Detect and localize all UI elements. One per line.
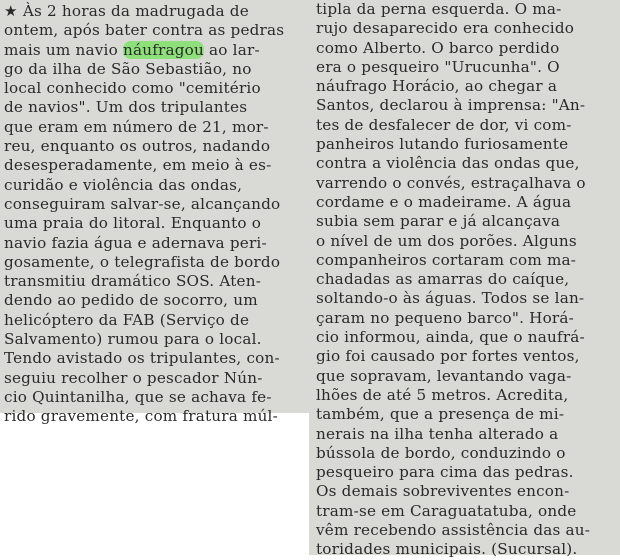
- article-line: local conhecido como "cemitério: [4, 79, 261, 98]
- article-line: o nível de um dos porões. Alguns: [316, 231, 577, 250]
- article-line: também, que a presença de mi-: [316, 405, 565, 424]
- article-line: vêm recebendo assistência das au-: [316, 521, 591, 540]
- article-line: panheiros lutando furiosamente: [316, 135, 569, 154]
- article-line: cio Quintanilha, que se achava fe-: [4, 387, 272, 406]
- article-line: go da ilha de São Sebastião, no: [4, 59, 252, 78]
- article-line: lhões de até 5 metros. Acredita,: [316, 385, 569, 404]
- article-line: gosamente, o telegrafista de bordo: [4, 252, 281, 271]
- article-line: soltando-o às águas. Todos se lan-: [316, 289, 585, 308]
- article-line: como Alberto. O barco perdido: [316, 38, 560, 57]
- article-line: uma praia do litoral. Enquanto o: [4, 214, 262, 233]
- article-line: ontem, após bater contra as pedras: [4, 21, 285, 40]
- article-line: curidão e violência das ondas,: [4, 175, 243, 194]
- article-line: ★ Às 2 horas da madrugada de: [4, 2, 249, 20]
- article-line: gio foi causado por fortes ventos,: [316, 347, 580, 366]
- article-line: varrendo o convés, estraçalhava o: [316, 173, 586, 192]
- article-line: cio informou, ainda, que o naufrá-: [316, 328, 585, 347]
- article-line: tram-se em Caraguatatuba, onde: [316, 501, 577, 520]
- article-line: tipla da perna esquerda. O ma-: [316, 0, 562, 18]
- article-line: de navios". Um dos tripulantes: [4, 98, 248, 117]
- article-line: çaram no pequeno barco". Horá-: [316, 308, 574, 327]
- article-line: que sopravam, levantando vaga-: [316, 366, 572, 385]
- article-line: companheiros cortaram com ma-: [316, 250, 577, 269]
- article-line: desesperadamente, em meio à es-: [4, 156, 272, 175]
- article-line: Os demais sobreviventes encon-: [316, 482, 570, 501]
- article-line: toridades municipais. (Sucursal).: [316, 540, 578, 559]
- article-line: reu, enquanto os outros, nadando: [4, 137, 271, 156]
- article-line: Salvamento) rumou para o local.: [4, 330, 262, 349]
- article-line: tes de desfalecer de dor, vi com-: [316, 115, 572, 134]
- article-line: chadadas as amarras do caíque,: [316, 270, 570, 289]
- article-line: dendo ao pedido de socorro, um: [4, 291, 258, 310]
- article-line: rido gravemente, com fratura múl-: [4, 407, 278, 426]
- article-left-column: [4, 2, 300, 427]
- article-line: nerais na ilha tenha alterado a: [316, 424, 559, 443]
- article-line: mais um navio náufragou ao lar-: [4, 40, 260, 59]
- article-line: pesqueiro para cima das pedras.: [316, 463, 574, 482]
- article-line: seguiu recolher o pescador Nún-: [4, 368, 263, 387]
- article-line: rujo desaparecido era conhecido: [316, 19, 575, 38]
- article-line: que eram em número de 21, mor-: [4, 117, 269, 136]
- article-right-column: [316, 0, 610, 560]
- blank-area: [0, 413, 309, 555]
- article-line: Santos, declarou à imprensa: "An-: [316, 96, 586, 115]
- article-line: era o pesqueiro "Urucunha". O: [316, 57, 560, 76]
- article-line: contra a violência das ondas que,: [316, 154, 580, 173]
- article-line: cordame e o madeirame. A água: [316, 192, 572, 211]
- article-line: náufrago Horácio, ao chegar a: [316, 77, 558, 96]
- article-line: bússola de bordo, conduzindo o: [316, 443, 566, 462]
- highlighted-word: náufragou: [123, 40, 205, 59]
- article-line: subia sem parar e já alcançava: [316, 212, 561, 231]
- article-line: helicóptero da FAB (Serviço de: [4, 310, 250, 329]
- article-line: transmitiu dramático SOS. Aten-: [4, 272, 262, 291]
- article-line: Tendo avistado os tripulantes, con-: [4, 349, 280, 368]
- article-line: navio fazia água e adernava peri-: [4, 233, 267, 252]
- article-line: conseguiram salvar-se, alcançando: [4, 194, 281, 213]
